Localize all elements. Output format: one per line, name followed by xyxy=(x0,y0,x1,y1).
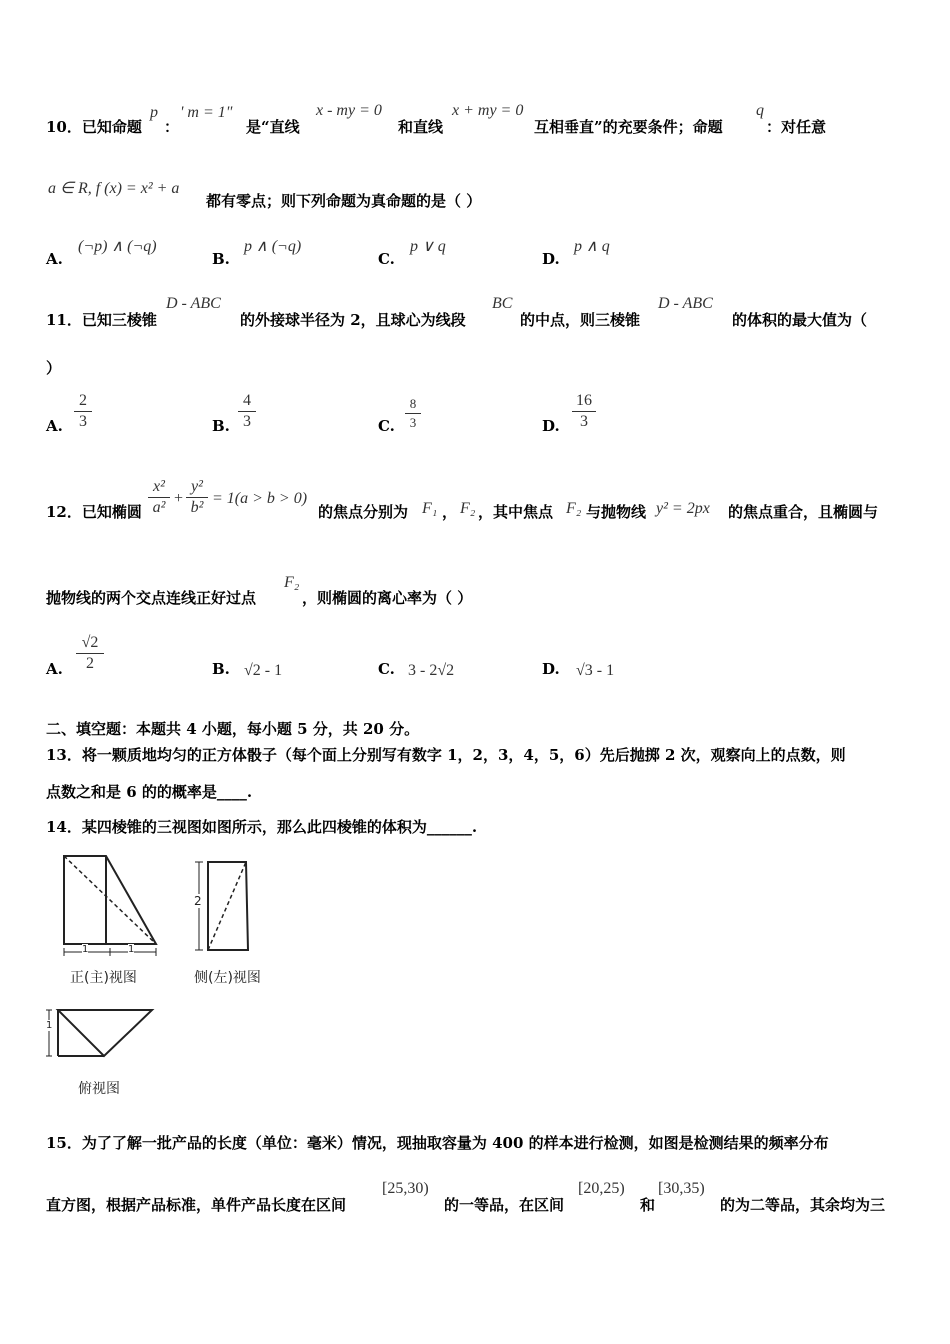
q11-text-4: ） xyxy=(46,359,62,377)
q13-line-1: 13．将一颗质地均匀的正方体骰子（每个面上分别写有数字 1，2，3，4，5，6）先后抛掷 2 次，观察向上的点数，则 xyxy=(46,746,846,764)
q11-option-b-den: 3 xyxy=(243,413,251,430)
q15-text-a: 直方图，根据产品标准，单件产品长度在区间 xyxy=(46,1196,347,1214)
q11-number: 11．已知三棱锥 xyxy=(46,311,157,329)
q12-option-a-fraction xyxy=(76,634,104,673)
q10-q-symbol: q xyxy=(756,102,764,119)
q12-F1: F₁ xyxy=(422,500,438,517)
q12-option-a-num: √2 xyxy=(81,634,99,651)
q10-option-c-label[interactable]: C. xyxy=(378,250,395,268)
q12-F2-c: F₂ xyxy=(284,574,300,591)
q10-option-a-expr: (¬p) ∧ (¬q) xyxy=(78,238,157,255)
q12-line-2a: 抛物线的两个交点连线正好过点 xyxy=(46,589,257,607)
q10-function: a ∈ R, f (x) = x² + a xyxy=(48,180,180,197)
q12-option-c-expr: 3 - 2√2 xyxy=(408,662,455,679)
q12-number: 12．已知椭圆 xyxy=(46,503,142,521)
q12-option-d-expr: √3 - 1 xyxy=(576,662,615,679)
q15-text-b: 的一等品，在区间 xyxy=(444,1196,565,1214)
front-view-diagram xyxy=(58,852,162,964)
q12-a2: a² xyxy=(152,499,166,516)
q10-option-c-expr: p ∨ q xyxy=(410,238,446,255)
q10-option-d-label[interactable]: D. xyxy=(542,250,560,268)
section-2-heading: 二、填空题：本题共 4 小题，每小题 5 分，共 20 分。 xyxy=(46,720,420,738)
q12-F2: F₂ xyxy=(460,500,476,517)
side-view-label: 侧(左)视图 xyxy=(194,970,261,986)
q11-pyramid-1: D - ABC xyxy=(166,295,221,312)
q12-x-fraction xyxy=(148,478,170,517)
q12-comma: ， xyxy=(442,503,458,521)
q10-option-a-label[interactable]: A. xyxy=(46,250,63,268)
q12-x2: x² xyxy=(153,478,165,495)
q10-option-b-expr: p ∧ (¬q) xyxy=(244,238,302,255)
q12-parabola: y² = 2px xyxy=(656,500,710,517)
top-dim-1: 1 xyxy=(46,1020,53,1031)
front-dim-1b: 1 xyxy=(128,944,135,955)
q11-option-b-num: 4 xyxy=(243,392,251,409)
q12-b2: b² xyxy=(190,499,204,516)
q12-option-b-label[interactable]: B. xyxy=(212,660,230,678)
q15-line-1: 15．为了了解一批产品的长度（单位：毫米）情况，现抽取容量为 400 的样本进行检测，如图是检测结果的频率分布 xyxy=(46,1134,829,1152)
q12-option-a-label[interactable]: A. xyxy=(46,660,63,678)
q13-line-2: 点数之和是 6 的的概率是____. xyxy=(46,783,253,801)
q12-text-1: 的焦点分别为 xyxy=(318,503,409,521)
q11-option-d-label[interactable]: D. xyxy=(542,417,560,435)
q12-option-b-expr: √2 - 1 xyxy=(244,662,283,679)
q11-option-a-fraction xyxy=(74,392,92,431)
q12-y2: y² xyxy=(191,478,203,495)
q12-F2-b: F₂ xyxy=(566,500,582,517)
q11-option-c-num: 8 xyxy=(409,396,417,411)
q11-segment: BC xyxy=(492,295,513,312)
q15-interval-3: [30,35) xyxy=(658,1180,705,1197)
q10-text-3: 互相垂直”的充要条件；命题 xyxy=(534,118,723,136)
q11-option-b-fraction xyxy=(238,392,256,431)
q10-text-5: 都有零点；则下列命题为真命题的是（ ） xyxy=(206,192,482,210)
q10-colon: ： xyxy=(164,118,180,136)
q10-text-2: 和直线 xyxy=(398,118,444,136)
q15-text-c: 和 xyxy=(640,1196,656,1214)
top-view-label: 俯视图 xyxy=(78,1081,120,1097)
side-dim-2: 2 xyxy=(194,894,202,908)
q11-option-b-label[interactable]: B. xyxy=(212,417,230,435)
q10-line-1: x - my = 0 xyxy=(316,102,382,119)
q15-interval-2: [20,25) xyxy=(578,1180,625,1197)
q12-y-fraction xyxy=(186,478,208,517)
q15-text-d: 的为二等品，其余均为三 xyxy=(720,1196,886,1214)
q11-option-d-num: 16 xyxy=(576,392,592,409)
q12-plus: + xyxy=(174,490,184,507)
q11-option-a-num: 2 xyxy=(79,392,87,409)
q11-option-d-fraction xyxy=(572,392,596,431)
q10-p-symbol: p xyxy=(150,104,158,121)
q11-text-2: 的中点，则三棱锥 xyxy=(520,311,641,329)
q10-condition: ' m = 1" xyxy=(180,104,233,121)
q10-option-b-label[interactable]: B. xyxy=(212,250,230,268)
q11-option-a-label[interactable]: A. xyxy=(46,417,63,435)
q12-option-c-label[interactable]: C. xyxy=(378,660,395,678)
q12-line-2b: ，则椭圆的离心率为（ ） xyxy=(302,589,473,607)
q11-option-c-label[interactable]: C. xyxy=(378,417,395,435)
q11-option-c-fraction xyxy=(405,396,421,431)
top-view-diagram xyxy=(44,1006,160,1060)
q10-number: 10．已知命题 xyxy=(46,118,142,136)
q11-option-d-den: 3 xyxy=(580,413,588,430)
q10-text-1: 是“直线 xyxy=(246,118,300,136)
q11-pyramid-2: D - ABC xyxy=(658,295,713,312)
q11-text-3: 的体积的最大值为（ xyxy=(732,311,868,329)
q12-option-a-den: 2 xyxy=(86,655,94,672)
front-view-label: 正(主)视图 xyxy=(70,970,137,986)
q12-text-4: 的焦点重合，且椭圆与 xyxy=(728,503,879,521)
q10-option-d-expr: p ∧ q xyxy=(574,238,610,255)
front-dim-1a: 1 xyxy=(82,944,89,955)
q11-text-1: 的外接球半径为 2，且球心为线段 xyxy=(240,311,466,329)
q12-option-d-label[interactable]: D. xyxy=(542,660,560,678)
q10-text-4: ：对任意 xyxy=(766,118,827,136)
q15-interval-1: [25,30) xyxy=(382,1180,429,1197)
q10-line-2: x + my = 0 xyxy=(452,102,524,119)
q11-option-c-den: 3 xyxy=(409,415,417,430)
q12-text-3: 与抛物线 xyxy=(586,503,647,521)
q12-equation: = 1(a > b > 0) xyxy=(212,490,308,507)
q11-option-a-den: 3 xyxy=(79,413,87,430)
q12-text-2: ，其中焦点 xyxy=(478,503,554,521)
q14-text: 14．某四棱锥的三视图如图所示，那么此四棱锥的体积为______. xyxy=(46,818,478,836)
